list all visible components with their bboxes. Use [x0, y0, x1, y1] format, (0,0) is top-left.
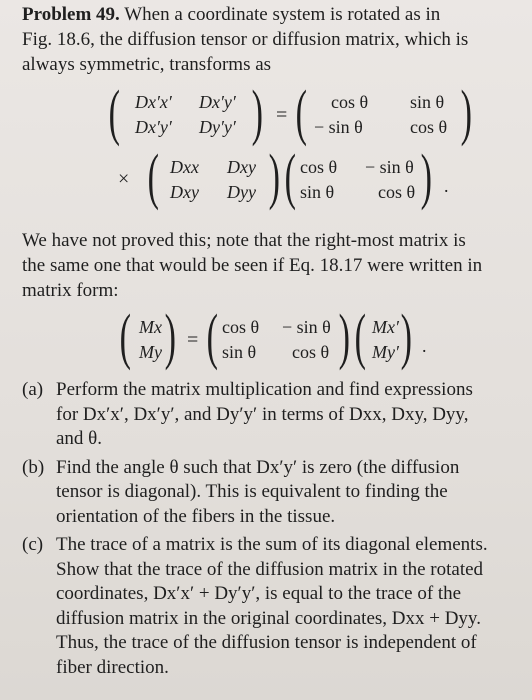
- eq1-rot-11: cos θ: [331, 92, 369, 112]
- eq1-rot2-12: − sin θ: [365, 157, 414, 177]
- eq1-rot2-21: sin θ: [300, 182, 335, 202]
- eq2-rot-21: sin θ: [222, 342, 257, 362]
- eq2-lhs-1: Mx: [139, 317, 162, 337]
- part-c-line: Show that the trace of the diffusion matrix in the rotated: [56, 558, 484, 580]
- problem-parts: [22, 378, 520, 684]
- part-a-line: for Dx′x′, Dx′y′, and Dy′y′ in terms of Dxx, Dxy, Dyy,: [56, 403, 469, 425]
- eq2-rhs-2: My′: [372, 342, 399, 362]
- part-b: [22, 456, 520, 530]
- eq2-rot-12: − sin θ: [282, 317, 331, 337]
- eq2-period: .: [422, 336, 427, 356]
- part-c-line: Thus, the trace of the diffusion tensor is independent of: [56, 632, 477, 653]
- eq1-rot-12: sin θ: [410, 92, 445, 112]
- eq1-rot2-22: cos θ: [378, 182, 416, 202]
- part-b-label: (b): [22, 456, 45, 478]
- para2-line-1: We have not proved this; note that the right-most matrix is: [22, 230, 466, 251]
- eq1-mid-22: Dyy: [227, 182, 256, 202]
- part-c-line: The trace of a matrix is the sum of its diagonal elements.: [56, 534, 488, 555]
- eq1-period: .: [444, 176, 449, 196]
- eq1-times: ×: [118, 168, 130, 190]
- part-c: [22, 533, 520, 680]
- eq2-rot-22: cos θ: [292, 342, 330, 362]
- part-b-line: tensor is diagonal). This is equivalent to finding the: [56, 481, 448, 502]
- para2-line-2: the same one that would be seen if Eq. 18.17 were written in: [22, 255, 483, 276]
- eq1-lhs-21: Dx′y′: [135, 117, 172, 137]
- eq1-mid-11: Dxx: [170, 157, 199, 177]
- part-b-line: Find the angle θ such that Dx′y′ is zero (the diffusion: [56, 456, 460, 478]
- eq2-rhs-1: Mx′: [372, 317, 399, 337]
- eq1-lhs-11: Dx′x′: [135, 92, 172, 112]
- part-a: [22, 378, 520, 452]
- part-a-label: (a): [22, 379, 44, 400]
- part-c-line: coordinates, Dx′x′ + Dy′y′, is equal to the trace of the: [56, 583, 462, 604]
- part-b-line: orientation of the fibers in the tissue.: [56, 505, 336, 527]
- eq2-lhs-2: My: [139, 342, 162, 362]
- eq2-rot-11: cos θ: [222, 317, 260, 337]
- textbook-page: Problem 49. When a coordinate system is rotated as in Fig. 18.6, the diffusion tensor or diffusion matrix, which is always symmetric, transforms as ( Dx′x′ Dx′y′ Dx′y′ Dy′y′ ) = ( cos θ sin θ − sin θ cos θ ) × ( Dxx Dxy Dxy Dyy ) ( cos θ − sin θ sin θ cos θ ) . We have not proved this; note that the right-most matrix is the same one that would be seen if Eq. 18.17 were written in matrix form: ( Mx My ) = ( cos θ − sin θ sin θ cos θ ) ( Mx′ My′ ) . (a) Perform the matrix multiplication and find expressions for Dx′x′, Dx′y′, and Dy′y′ in terms of Dxx, Dxy, Dyy, and θ. (b) Find the angle θ such that Dx′y′ is zero (the diffusion tensor is diagonal). This is equivalent to finding the orientation of the fibers in the tissue. (c) The trace of a matrix is the sum of its diagonal elements. Show that the trace of the diffusion matrix in the rotated coordinates, Dx′x′ + Dy′y′, is equal to the trace of the diffusion matrix in the original coordinates, Dxx + Dyy. Thus, the trace of the diffusion tensor is independent of fiber direction.: [0, 0, 532, 700]
- part-c-line: diffusion matrix in the original coordinates, Dxx + Dyy.: [56, 607, 481, 629]
- part-a-line: and θ.: [56, 428, 103, 449]
- eq1-lhs-22: Dy′y′: [199, 117, 236, 137]
- problem-label: Problem 49.: [22, 4, 120, 25]
- intro-line-1-text: When a coordinate system is rotated as in: [124, 4, 441, 25]
- eq1-mid-12: Dxy: [227, 157, 256, 177]
- eq1-rot-22: cos θ: [410, 117, 448, 137]
- part-c-line: fiber direction.: [56, 656, 169, 678]
- eq1-lhs-12: Dx′y′: [199, 92, 236, 112]
- eq1-rot-21: − sin θ: [314, 117, 363, 137]
- eq1-rot2-11: cos θ: [300, 157, 338, 177]
- intro-line-3: always symmetric, transforms as: [22, 54, 272, 75]
- part-a-line: Perform the matrix multiplication and find expressions: [56, 379, 473, 400]
- eq1-equals: =: [276, 104, 288, 126]
- part-c-label: (c): [22, 534, 44, 555]
- eq2-equals: =: [187, 329, 199, 351]
- para2-line-3: matrix form:: [22, 280, 119, 301]
- intro-line-2: Fig. 18.6, the diffusion tensor or diffusion matrix, which is: [22, 29, 469, 50]
- intro-line-1: [22, 2, 518, 27]
- eq1-mid-21: Dxy: [170, 182, 199, 202]
